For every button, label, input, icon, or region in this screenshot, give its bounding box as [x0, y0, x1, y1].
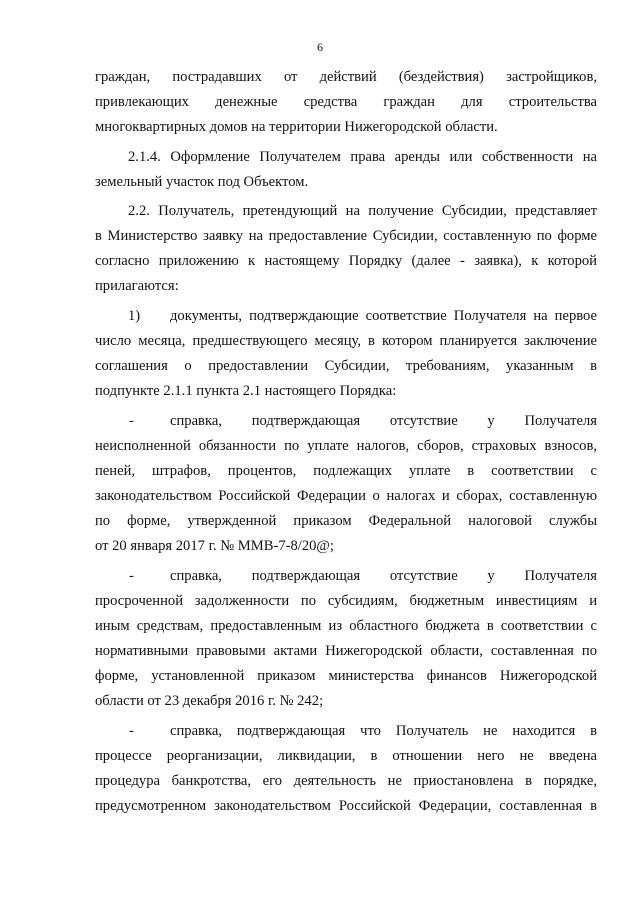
text-line: области от 23 декабря 2016 г. № 242; — [95, 693, 324, 709]
text-line: 2.2. Получатель, претендующий на получение Субсидии, представляет — [128, 203, 597, 219]
text-line: многоквартирных домов на территории Нижегородской области. — [95, 119, 498, 135]
text-line: в Министерство заявку на предоставление Субсидии, составленную по форме — [95, 228, 597, 244]
text-line: процессе реорганизации, ликвидации, в отношении него не введена — [95, 748, 597, 764]
text-line: пеней, штрафов, процентов, подлежащих уплате в соответствии с — [95, 463, 597, 479]
text-line: документы, подтверждающие соответствие Получателя на первое — [170, 308, 597, 324]
text-line: справка, подтверждающая что Получатель не находится в — [170, 723, 597, 739]
text-line: прилагаются: — [95, 278, 179, 294]
text-line: законодательством Российской Федерации о налогах и сборах, составленную — [95, 488, 597, 504]
text-line: предусмотренном законодательством Российской Федерации, составленная в — [95, 798, 597, 814]
text-line: неисполненной обязанности по уплате налогов, сборов, страховых взносов, — [95, 438, 597, 454]
dash-marker: - — [129, 568, 134, 584]
text-line: соглашения о предоставлении Субсидии, требованиям, указанным в — [95, 358, 597, 374]
text-line: нормативными правовыми актами Нижегородской области, составленная по — [95, 643, 597, 659]
page-number: 6 — [317, 40, 323, 54]
text-line: просроченной задолженности по субсидиям, бюджетным инвестициям и — [95, 593, 597, 609]
text-line: форме, установленной приказом министерства финансов Нижегородской — [95, 668, 597, 684]
text-line: справка, подтверждающая отсутствие у Получателя — [170, 413, 597, 429]
text-line: земельный участок под Объектом. — [95, 174, 309, 190]
text-line: привлекающих денежные средства граждан для строительства — [95, 94, 597, 110]
text-line: по форме, утвержденной приказом Федеральной налоговой службы — [95, 513, 597, 529]
text-line: от 20 января 2017 г. № ММВ-7-8/20@; — [95, 538, 334, 554]
list-marker: 1) — [128, 308, 141, 324]
dash-marker: - — [129, 413, 134, 429]
text-line: справка, подтверждающая отсутствие у Получателя — [170, 568, 597, 584]
text-line: 2.1.4. Оформление Получателем права аренды или собственности на — [128, 149, 597, 165]
text-line: процедура банкротства, его деятельность не приостановлена в порядке, — [95, 773, 597, 789]
text-line: подпункте 2.1.1 пункта 2.1 настоящего Порядка: — [95, 383, 397, 399]
text-line: граждан, пострадавших от действий (бездействия) застройщиков, — [95, 69, 597, 85]
text-line: согласно приложению к настоящему Порядку (далее - заявка), к которой — [95, 253, 597, 269]
text-line: число месяца, предшествующего месяцу, в котором планируется заключение — [95, 333, 597, 349]
dash-marker: - — [129, 723, 134, 739]
text-line: иным средствам, предоставленным из областного бюджета в соответствии с — [95, 618, 597, 634]
